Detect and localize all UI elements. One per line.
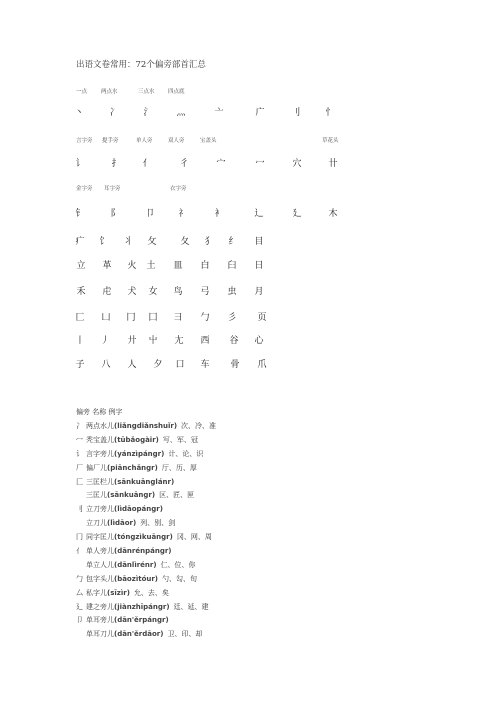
radical-glyph: 讠: [75, 159, 85, 169]
radical-glyph: 火: [127, 261, 137, 271]
radical-glyph: 夂: [180, 237, 190, 247]
radical-glyph: 灬: [176, 108, 186, 118]
radical-row-7: [0, 310, 496, 324]
radical-glyph: 丶: [74, 108, 84, 118]
radical-pinyin: (sānkuāngr): [107, 491, 156, 500]
radical-glyph: 革: [102, 261, 112, 271]
radical-glyph: 亻: [76, 547, 83, 556]
radical-glyph: 衤: [214, 209, 224, 219]
radical-name: 三点水: [138, 89, 155, 95]
radical-glyph: 犬: [127, 287, 137, 297]
radical-glyph: 谷: [229, 336, 239, 346]
radical-glyph: 丿: [100, 336, 110, 346]
radical-glyph: 西: [200, 336, 210, 346]
radical-glyph: 臼: [227, 261, 237, 271]
radical-name-list: [76, 407, 216, 642]
radical-glyph: 弓: [200, 287, 210, 297]
radical-row-3: [0, 206, 496, 220]
radical-glyph: 扌: [111, 159, 121, 169]
radical-glyph: 匚: [75, 313, 85, 323]
radical-name: 包字头儿: [86, 574, 114, 583]
radical-name: 双人旁: [168, 138, 185, 144]
radical-name: 单耳刀儿: [86, 630, 114, 639]
list-item: [76, 601, 216, 615]
radical-pinyin: (yánzìpángr): [114, 449, 165, 458]
radical-glyph: 刂: [76, 505, 83, 514]
example-characters: 次、冷、准: [181, 422, 217, 430]
radical-glyph: 木: [328, 209, 338, 219]
radical-name: 金字旁: [76, 186, 93, 192]
radical-glyph: 氵: [143, 108, 153, 118]
radical-glyph: 纟: [228, 237, 238, 247]
radical-glyph: 白: [200, 261, 210, 271]
example-characters: 廷、延、建: [173, 602, 209, 611]
radical-glyph: 卄: [328, 159, 338, 169]
page-title: 出语文卷常用：72个偏旁部首汇总: [76, 60, 206, 70]
radical-glyph: 目: [254, 237, 264, 247]
radical-glyph: 辶: [254, 209, 264, 219]
radical-pinyin: (dān'ěrpángr): [114, 616, 169, 625]
radical-glyph: 爪: [257, 360, 267, 370]
radical-glyph: 亻: [142, 159, 152, 169]
radical-glyph: 礻: [178, 209, 188, 219]
list-items: [76, 420, 216, 642]
list-item: [76, 614, 216, 628]
list-item: [76, 587, 216, 601]
radical-pinyin: (jiànzhīpángr): [114, 602, 170, 611]
example-characters: 计、论、识: [168, 449, 204, 458]
radical-glyph: 冫: [76, 422, 83, 430]
radical-glyph: 冂: [76, 533, 83, 542]
radical-row-4: [0, 234, 496, 248]
list-item: [76, 517, 216, 531]
radical-glyph: 忄: [325, 108, 335, 118]
list-item: [76, 545, 216, 559]
radical-name: 两点水儿: [86, 422, 114, 430]
radical-name: 提手旁: [102, 138, 119, 144]
list-header: 偏旁 名称 例字: [76, 408, 123, 416]
radical-glyph: 皿: [173, 261, 183, 271]
radical-pinyin: (liǎngdiǎnshuǐr): [114, 422, 178, 430]
radical-glyph: 页: [257, 313, 267, 323]
radical-glyph: 夕: [153, 360, 163, 370]
radical-glyph: 卩: [76, 616, 83, 625]
list-item: [76, 503, 216, 517]
radical-glyph: 囗: [148, 313, 158, 323]
radical-glyph: 饣: [99, 237, 109, 247]
radical-name: 建之旁儿: [86, 602, 114, 611]
radical-pinyin: (lìdāopángr): [114, 505, 163, 514]
radical-glyph: 钅: [75, 209, 85, 219]
list-item: [76, 462, 216, 476]
radical-glyph: 亠: [214, 108, 224, 118]
example-characters: 区、匠、匣: [159, 491, 195, 500]
radical-glyph: 刂: [291, 108, 301, 118]
radical-name: 衣字旁: [170, 186, 187, 192]
radical-glyph: 凵: [101, 313, 111, 323]
radical-pinyin: (piānchǎngr): [107, 463, 158, 472]
radical-row-8: [0, 333, 496, 347]
example-characters: 冈、网、周: [176, 533, 212, 542]
radical-name: 同字匡儿: [86, 533, 114, 542]
radical-glyph: 疒: [75, 237, 85, 247]
radical-glyph: 讠: [76, 449, 83, 458]
radical-glyph: 丨: [75, 336, 85, 346]
radical-glyph: 虍: [102, 287, 112, 297]
radical-pinyin: (dān'ěrdāor): [114, 630, 164, 639]
radical-pinyin: (tóngzìkuāngr): [114, 533, 173, 542]
radical-glyph: 宀: [216, 159, 226, 169]
list-item: [76, 489, 216, 503]
list-item: [76, 559, 216, 573]
radical-name: 私字儿: [86, 588, 107, 597]
radical-glyph: 冫: [109, 108, 119, 118]
radical-name: 草花头: [322, 138, 339, 144]
radical-glyph: 骨: [230, 360, 240, 370]
radical-name: 言字旁: [76, 138, 93, 144]
radical-glyph: 月: [254, 287, 264, 297]
radical-glyph: 立: [76, 261, 86, 271]
radical-name: 宝盖头: [200, 138, 217, 144]
radical-name: 单耳旁儿: [86, 616, 114, 625]
radical-name: 单人旁: [136, 138, 153, 144]
list-item: [76, 573, 216, 587]
radical-pinyin: (lìdāor): [107, 519, 137, 528]
radical-row-1: [0, 105, 496, 119]
radical-glyph: 虫: [227, 287, 237, 297]
radical-row-2: [0, 156, 496, 170]
radical-pinyin: (tūbǎogàir): [114, 435, 159, 444]
radical-glyph: 彳: [179, 159, 189, 169]
list-item: [76, 420, 216, 434]
example-characters: 勺、勾、旬: [162, 574, 198, 583]
example-characters: 列、别、剑: [140, 519, 176, 528]
radical-glyph: 八: [101, 360, 111, 370]
radical-glyph: 厂: [76, 463, 83, 472]
radical-glyph: 车: [200, 360, 210, 370]
radical-glyph: 攵: [147, 237, 157, 247]
radical-glyph: 日: [254, 261, 264, 271]
list-item: [76, 476, 216, 490]
radical-glyph: 丬: [123, 237, 133, 247]
radical-glyph: 人: [127, 360, 137, 370]
radical-name: 单立人儿: [86, 560, 114, 569]
radical-glyph: 穴: [292, 159, 302, 169]
radical-glyph: 廾: [127, 336, 137, 346]
radical-name: 三匡栏儿: [86, 477, 114, 486]
example-characters: 卫、印、却: [167, 630, 203, 639]
radical-glyph: 禾: [76, 287, 86, 297]
radical-glyph: 卩: [145, 209, 155, 219]
radical-name: 言字旁儿: [86, 449, 114, 458]
radical-name: 偏厂儿: [86, 463, 107, 472]
example-characters: 允、去、矣: [133, 588, 169, 597]
example-characters: 写、军、冠: [162, 435, 198, 444]
radical-pinyin: (dānlìrénr): [114, 560, 157, 569]
radical-glyph: 女: [148, 287, 158, 297]
radical-glyph: 廴: [292, 209, 302, 219]
radical-pinyin: (sīzìr): [107, 588, 130, 597]
radical-glyph: 阝: [110, 209, 120, 219]
radical-name: 耳字旁: [104, 186, 121, 192]
list-item: [76, 434, 216, 448]
radical-glyph: 彐: [173, 313, 183, 323]
radical-glyph: 广: [255, 108, 265, 118]
radical-glyph: 屮: [148, 336, 158, 346]
radical-name: 秃宝盖儿: [86, 435, 114, 444]
list-item: [76, 531, 216, 545]
radical-glyph: 冂: [126, 313, 136, 323]
radical-name: 一点: [76, 89, 88, 95]
example-characters: 仁、位、你: [160, 560, 196, 569]
radical-glyph: 尢: [174, 336, 184, 346]
radical-name: 单人旁儿: [86, 547, 114, 556]
radical-glyph: 子: [75, 360, 85, 370]
radical-glyph: 廴: [76, 602, 83, 611]
radical-glyph: 彡: [227, 313, 237, 323]
radical-pinyin: (dānrénpángr): [114, 547, 172, 556]
radical-glyph: 匚: [76, 477, 83, 486]
radical-glyph: 口: [175, 360, 185, 370]
radical-glyph: 犭: [204, 237, 214, 247]
radical-row-5: [0, 258, 496, 272]
radical-name: 立刀旁儿: [86, 505, 114, 514]
radical-glyph: 勹: [200, 313, 210, 323]
example-characters: 厅、历、厚: [161, 463, 197, 472]
radical-glyph: 冖: [255, 159, 265, 169]
radical-glyph: 心: [254, 336, 264, 346]
radical-row-9: [0, 357, 496, 371]
radical-name: 两点水: [101, 89, 118, 95]
radical-glyph: 厶: [76, 588, 83, 597]
radical-name: 四点底: [168, 89, 185, 95]
radical-name: 三匡儿: [86, 491, 107, 500]
radical-pinyin: (sānkuānglánr): [114, 477, 175, 486]
list-item: [76, 628, 216, 642]
radical-glyph: 冖: [76, 435, 83, 444]
radical-glyph: 土: [146, 261, 156, 271]
radical-row-6: [0, 284, 496, 298]
radical-glyph: 勹: [76, 574, 83, 583]
radical-glyph: 鸟: [173, 287, 183, 297]
radical-name: 立刀儿: [86, 519, 107, 528]
list-item: [76, 448, 216, 462]
radical-pinyin: (bāozìtóur): [114, 574, 159, 583]
